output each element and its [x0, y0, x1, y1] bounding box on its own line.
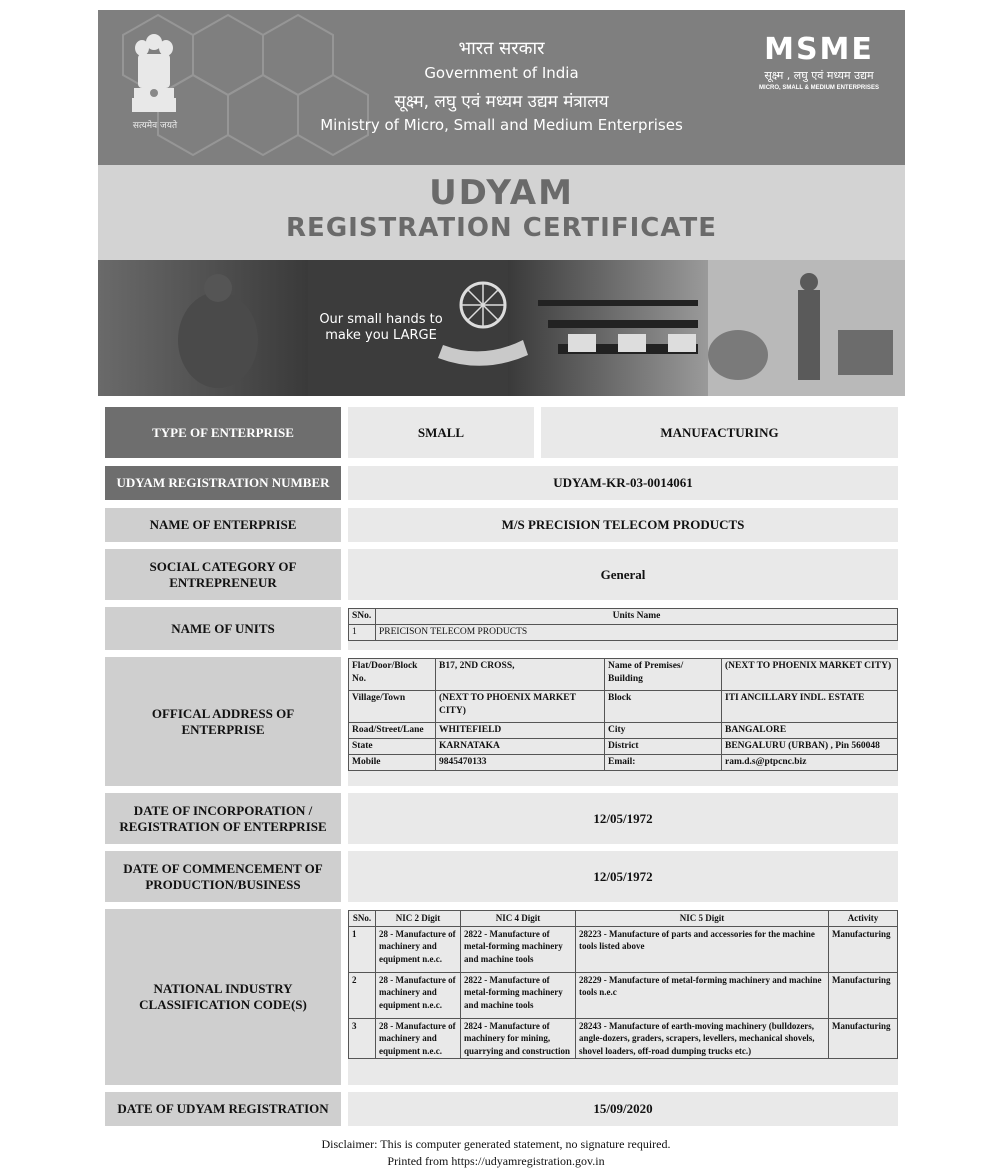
- nic-cell: 2822 - Manufacture of metal-forming machinery and machine tools: [461, 926, 576, 972]
- incorporation-label-line2: REGISTRATION OF ENTERPRISE: [119, 818, 327, 834]
- table-row: [349, 739, 898, 755]
- nic-cell: 2: [349, 972, 376, 1018]
- address-key: State: [349, 739, 436, 755]
- units-table: [348, 608, 898, 641]
- nic-cell: 28243 - Manufacture of earth-moving machinery (bulldozers, angle-dozers, graders, scrapers, levellers, mechanical shovels, shovel loaders, off-road dumping trucks etc.): [576, 1018, 829, 1059]
- commencement-row: [105, 851, 898, 902]
- ministry-hindi: सूक्ष्म, लघु एवं मध्यम उद्यम मंत्रालय: [394, 92, 609, 112]
- address-row: [105, 657, 898, 786]
- units-cell-sno: 1: [349, 625, 376, 641]
- address-table-wrap: [348, 658, 898, 786]
- address-value: B17, 2ND CROSS,: [436, 659, 605, 691]
- address-value: KARNATAKA: [436, 739, 605, 755]
- address-key: Mobile: [349, 755, 436, 771]
- nic-header-activity: Activity: [829, 911, 898, 927]
- nic-cell: 3: [349, 1018, 376, 1059]
- banner-image: [98, 260, 905, 396]
- table-row: [349, 972, 898, 1018]
- units-cell-name: PREICISON TELECOM PRODUCTS: [376, 625, 898, 641]
- nic-header-2digit: NIC 2 Digit: [376, 911, 461, 927]
- title-registration-certificate: REGISTRATION CERTIFICATE: [286, 213, 717, 243]
- address-key: Email:: [605, 755, 722, 771]
- msme-full-name: MICRO, SMALL & MEDIUM ENTERPRISES: [759, 85, 879, 91]
- social-category-label-line2: ENTREPRENEUR: [169, 574, 277, 590]
- address-value: (NEXT TO PHOENIX MARKET CITY): [722, 659, 898, 691]
- nic-table: [348, 910, 898, 1059]
- table-row: [349, 723, 898, 739]
- address-key: Road/Street/Lane: [349, 723, 436, 739]
- nic-label-line2: CLASSIFICATION CODE(S): [139, 997, 307, 1012]
- nic-cell: 28223 - Manufacture of parts and accessories for the machine tools listed above: [576, 926, 829, 972]
- enterprise-name-label: NAME OF ENTERPRISE: [105, 508, 341, 542]
- table-row: [349, 1018, 898, 1059]
- enterprise-type-label: TYPE OF ENTERPRISE: [105, 407, 341, 458]
- address-key: Flat/Door/Block No.: [349, 659, 436, 691]
- enterprise-name-value: M/S PRECISION TELECOM PRODUCTS: [348, 508, 898, 542]
- udyam-date-label: DATE OF UDYAM REGISTRATION: [105, 1092, 341, 1126]
- address-value: WHITEFIELD: [436, 723, 605, 739]
- nic-cell: 28 - Manufacture of machinery and equipment n.e.c.: [376, 972, 461, 1018]
- address-label-line2: ENTERPRISE: [181, 721, 265, 737]
- table-row: [349, 926, 898, 972]
- ministry-name: Ministry of Micro, Small and Medium Enterprises: [320, 116, 683, 134]
- nic-cell: Manufacturing: [829, 1018, 898, 1059]
- nic-cell: 2824 - Manufacture of machinery for mining, quarrying and construction: [461, 1018, 576, 1059]
- enterprise-name-row: [105, 508, 898, 542]
- nic-header-5digit: NIC 5 Digit: [576, 911, 829, 927]
- nic-cell: Manufacturing: [829, 926, 898, 972]
- commencement-date: 12/05/1972: [348, 851, 898, 902]
- address-key: City: [605, 723, 722, 739]
- address-key: Name of Premises/ Building: [605, 659, 722, 691]
- msme-hindi: सूक्ष्म , लघु एवं मध्यम उद्यम: [764, 69, 874, 82]
- commencement-label: [105, 851, 341, 902]
- table-row: [349, 755, 898, 771]
- incorporation-row: [105, 793, 898, 844]
- address-key: District: [605, 739, 722, 755]
- social-category-label-line1: SOCIAL CATEGORY OF: [149, 558, 297, 574]
- units-table-wrap: [348, 608, 898, 650]
- address-key: Block: [605, 691, 722, 723]
- address-value: ITI ANCILLARY INDL. ESTATE: [722, 691, 898, 723]
- incorporation-date: 12/05/1972: [348, 793, 898, 844]
- address-table: [348, 658, 898, 771]
- msme-logo-text: MSME: [764, 32, 874, 67]
- enterprise-type-row: [105, 407, 898, 458]
- address-label: [105, 657, 341, 786]
- incorporation-label-line1: DATE OF INCORPORATION /: [133, 802, 313, 818]
- tagline-line2: make you LARGE: [325, 328, 437, 343]
- disclaimer: Disclaimer: This is computer generated statement, no signature required.: [321, 1137, 671, 1151]
- country-name: Government of India: [424, 64, 579, 82]
- emblem-motto: सत्यमेव जयते: [132, 121, 178, 131]
- address-label-line1: OFFICAL ADDRESS OF: [151, 705, 295, 721]
- address-value: BENGALURU (URBAN) , Pin 560048: [722, 739, 898, 755]
- certificate-title: [98, 165, 905, 260]
- social-category-row: [105, 549, 898, 600]
- nic-cell: 28 - Manufacture of machinery and equipment n.e.c.: [376, 926, 461, 972]
- social-category-value: General: [348, 549, 898, 600]
- nic-table-wrap: [348, 910, 898, 1085]
- nic-header-sno: SNo.: [349, 911, 376, 927]
- enterprise-size: SMALL: [348, 407, 534, 458]
- registration-number-label: UDYAM REGISTRATION NUMBER: [105, 466, 341, 500]
- udyam-date-row: [105, 1092, 898, 1126]
- nic-row: [105, 909, 898, 1085]
- registration-number-value: UDYAM-KR-03-0014061: [348, 466, 898, 500]
- banner-tagline: [306, 312, 456, 344]
- address-value: BANGALORE: [722, 723, 898, 739]
- units-header-name: Units Name: [376, 609, 898, 625]
- address-value: (NEXT TO PHOENIX MARKET CITY): [436, 691, 605, 723]
- address-value: 9845470133: [436, 755, 605, 771]
- nic-label-line1: NATIONAL INDUSTRY: [153, 981, 293, 996]
- commencement-label-line2: PRODUCTION/BUSINESS: [145, 876, 301, 892]
- title-udyam: UDYAM: [429, 173, 574, 213]
- certificate: [98, 10, 905, 396]
- table-row: [349, 625, 898, 641]
- nic-cell: Manufacturing: [829, 972, 898, 1018]
- country-hindi: भारत सरकार: [458, 38, 545, 59]
- msme-logo: [757, 34, 881, 91]
- nic-label: [105, 909, 341, 1085]
- social-category-label: [105, 549, 341, 600]
- incorporation-label: [105, 793, 341, 844]
- units-label: NAME OF UNITS: [105, 607, 341, 650]
- table-row: [349, 691, 898, 723]
- nic-cell: 28229 - Manufacture of metal-forming machinery and machine tools n.e.c: [576, 972, 829, 1018]
- banner-photo-collage: [98, 260, 905, 396]
- tagline-line1: Our small hands to: [319, 312, 443, 327]
- nic-cell: 2822 - Manufacture of metal-forming machinery and machine tools: [461, 972, 576, 1018]
- commencement-label-line1: DATE OF COMMENCEMENT OF: [123, 860, 323, 876]
- units-row: [105, 607, 898, 650]
- enterprise-activity: MANUFACTURING: [541, 407, 898, 458]
- address-value: ram.d.s@ptpcnc.biz: [722, 755, 898, 771]
- address-key: Village/Town: [349, 691, 436, 723]
- table-row: [349, 659, 898, 691]
- units-header-sno: SNo.: [349, 609, 376, 625]
- nic-cell: 1: [349, 926, 376, 972]
- udyam-date-value: 15/09/2020: [348, 1092, 898, 1126]
- nic-header-4digit: NIC 4 Digit: [461, 911, 576, 927]
- printed-from-link[interactable]: Printed from https://udyamregistration.gov.in: [387, 1154, 605, 1168]
- registration-number-row: [105, 466, 898, 500]
- government-header: [98, 10, 905, 165]
- nic-cell: 28 - Manufacture of machinery and equipment n.e.c.: [376, 1018, 461, 1059]
